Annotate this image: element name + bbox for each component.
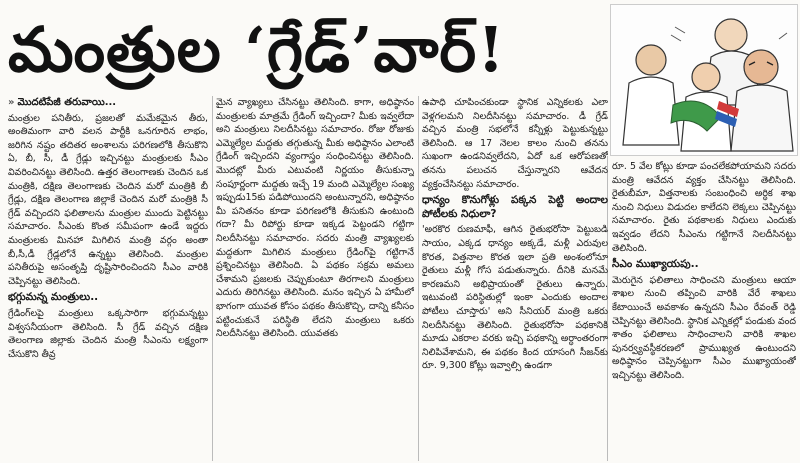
paragraph: 'అరకొర రుణమాఫీ, ఆగిన రైతుభరోసా పెట్టుబడి సాయం, ఎక్కడ ధాన్యం అక్కడే, మళ్లీ ఎరువుల కొరత, విత్తనాల కొరత ఇలా ప్రతి అంశంలోనూ రైతులు మళ్లీ గోస పడుతున్నారు. దీనికి మనమే కారణమని అభిప్రాయంతో రైతులు ఉన్నారు. ఇటువంటి పరిస్థితుల్లో ఇంకా ఎందుకు అందాల పోటీలు చూస్తారు' అని సీనియర్ మంత్రి ఒకరు నిలదీసినట్టు తెలిసింది. రైతుభరోసా పథకానికి మూడు ఎకరాల వరకు ఇచ్చి పథకాన్ని అర్ధాంతరంగా నిలిపివేశామని, ఈ పథకం కింద యాసంగి సీజన్‌కు రూ. 9,300 కోట్లు ఇవ్వాల్సి ఉండగా — [422, 224, 608, 372]
kicker — [8, 96, 208, 110]
paragraph: రూ. 5 వేల కోట్లు కూడా పంచలేకపోయామని సదరు మంత్రి ఆవేదన వ్యక్తం చేసినట్టు తెలిసింది. రైతుబీమా, విత్తనాలకు సంబంధించి అర్ధిక శాఖ నుంచి నిధులు విడుదల కాలేదని లెక్కలు చెప్పినట్టు సమాచారం. రైతు పథకాలకు నిధులు ఎందుకు ఇవ్వడం లేదని సీఎంను గట్టిగానే నిలదీసినట్టు తెలిసింది. — [612, 161, 796, 254]
article-column-3 — [422, 96, 608, 461]
article-column-1 — [8, 96, 208, 461]
paragraph: గ్రేడింగ్‌లపై మంత్రులు ఒక్కసారిగా భగ్గుమన్నట్టు విశ్వసనీయంగా తెలిసింది. సీ గ్రేడ్ వచ్చిన దక్షిణ తెలంగాణ జిల్లాకు చెందిన మంత్రి సీఎంను లక్ష్యంగా చేసుకొని తీవ్ర — [8, 307, 208, 360]
kicker-text: మొదటిపేజీ తరువాయి... — [17, 97, 117, 108]
paragraph: మెరుగైన ఫలితాలు సాధించని మంత్రులు ఆయా శాఖల నుంచి తప్పించి వారికి వేరే శాఖలు కేటాయించే అవకాశం ఉన్నదని సీఎం రేవంత్ రెడ్డి చెప్పినట్టు తెలిసింది. స్థానిక ఎన్నికల్లో పండుకు వంద శాతం ఫలితాలు సాధించాలని వారికి శాఖల పునర్వ్యవస్థీకరణలో ప్రాముఖ్యత ఉంటుందని అధిష్ఠానం చెప్పినట్టుగా సీఎం ముఖ్యాయంతో ఇచ్చినట్టు తెలిసింది. — [612, 274, 796, 381]
cartoon-drawing — [611, 5, 797, 155]
headline: మంత్రుల ‘గ్రేడ్’వార్! — [8, 13, 506, 86]
paragraph: ఉపాధి చూపించకుండా స్థానిక ఎన్నికలకు ఎలా వెళ్లగలమని నిలదీసినట్టు సమాచారం. డీ గ్రేడ్ వచ్చిన మంత్రి సభలోనే కన్నీళ్లు పెట్టుకున్నట్టు తెలిసింది. ఆ 17 నెలల కాలం నుంచి తనను సుఖంగా ఉండనివ్వలేదని, ఏదో ఒక ఆరోపణతో తనను పలుచన చేస్తున్నారని ఆవేదన వ్యక్తంచేసినట్టు సమాచారం. — [422, 97, 608, 190]
cartoon-illustration — [610, 4, 798, 156]
article-column-4 — [612, 160, 796, 461]
paragraph: మైన వ్యాఖ్యలు చేసినట్టు తెలిసింది. కాగా, అధిష్ఠానం మంత్రులకు మాత్రమే గ్రేడింగ్ ఇచ్చిందా? మీకు ఇవ్వలేదా అని మంత్రులు నిలదీసినట్టు సమాచారం. రోజు రోజుకు ఎమ్మెల్యేల మద్దతు తగ్గుతున్న మీకు అధిష్ఠానం ఎలాంటి గ్రేడింగ్ ఇచ్చిందని వ్యంగాస్త్రం సంధించినట్టు తెలిసింది. మొదట్లో మీరు ఎటువంటి నిర్ణయం తీసుకున్నా సంపూర్ణంగా మద్దతు ఇచ్చే 19 మంది ఎమ్మెల్యేల సంఖ్య ఇప్పుడు15కు పడిపోయిందని అంటున్నారని, అధిష్ఠానం మీ పనితనం కూడా పరిగణలోకి తీసుకుని ఉంటుంది గదా? మీ రిపోర్టు కూడా ఇక్కడ పెట్టండని గట్టిగా నిలదీసినట్టు సమాచారం. సదరు మంత్రి వ్యాఖ్యలకు మద్దతుగా మిగిలిన మంత్రులు గ్రేడింగ్‌పై గట్టిగానే ప్రశ్నించినట్టు తెలిసింది. ఏ పథకం సక్రమ అమలు చేశామని ప్రజలకు చెప్పుకుంటూ తిరగాలని మంత్రులు ఎదురు తిరిగినట్టు తెలిసింది. మనం ఇచ్చిన ఏ హామీలో భాగంగా యువత కోసం పథకం తీసుకొచ్చి, దాన్ని కనీసం పట్టించుకునే పరిస్థితి లేదని మంత్రులు ఒకరు నిలదీసినట్టు తెలిసింది. యువతకు — [216, 97, 414, 340]
subheading: సీఎం ముఖ్యాయపు.. — [612, 258, 699, 271]
article-column-2 — [216, 96, 414, 461]
double-chevron-right-icon: » — [8, 97, 15, 108]
paragraph: మంత్రుల పనితీరు, ప్రజలతో మమేకమైన తీరు, అంతిమంగా వారి వలన పార్టీకి ఒనగూరిన లాభం, జరిగిన నష్టం తదితర అంశాలను పరిగణలోకి తీసుకొని ఏ, బీ, సీ, డీ గ్రేడ్లు ఇచ్చినట్టు మంత్రులకు సీఎం వివరించినట్టు తెలిసింది. ఉత్తర తెలంగాణకు చెందిన ఒక మంత్రికి, దక్షిణ తెలంగాణకు చెందిన మరో మంత్రికి బీ గ్రేడ్లు, దక్షిణ తెలంగాణ జిల్లాకే చెందిన మరో మంత్రికి సీ గ్రేడ్ వచ్చిందని ఫలితాలను మంత్రుల ముందు పెట్టినట్టు సమాచారం. సీఎంకు కొంత సమీపంగా ఉండే ఇద్దరు మంత్రులకు మినహా మిగిలిన మంత్రి వర్గం అంతా బీ,సీ,డీ గ్రేడ్లలోనే ఉన్నట్టు తెలిసింది. మంత్రుల పనితీరుపై అసంతృప్తి దృష్టిసారించిందని సీఎం వారికి చెప్పినట్టు తెలిసింది. — [8, 112, 208, 287]
subheading: ధాన్యం కొనుగోళ్లు పక్కన పెట్టి అందాల పోటీలకు నిధులా? — [422, 194, 608, 220]
subheading: భగ్గుమన్న మంత్రులు.. — [8, 291, 99, 304]
article-body — [8, 96, 608, 461]
